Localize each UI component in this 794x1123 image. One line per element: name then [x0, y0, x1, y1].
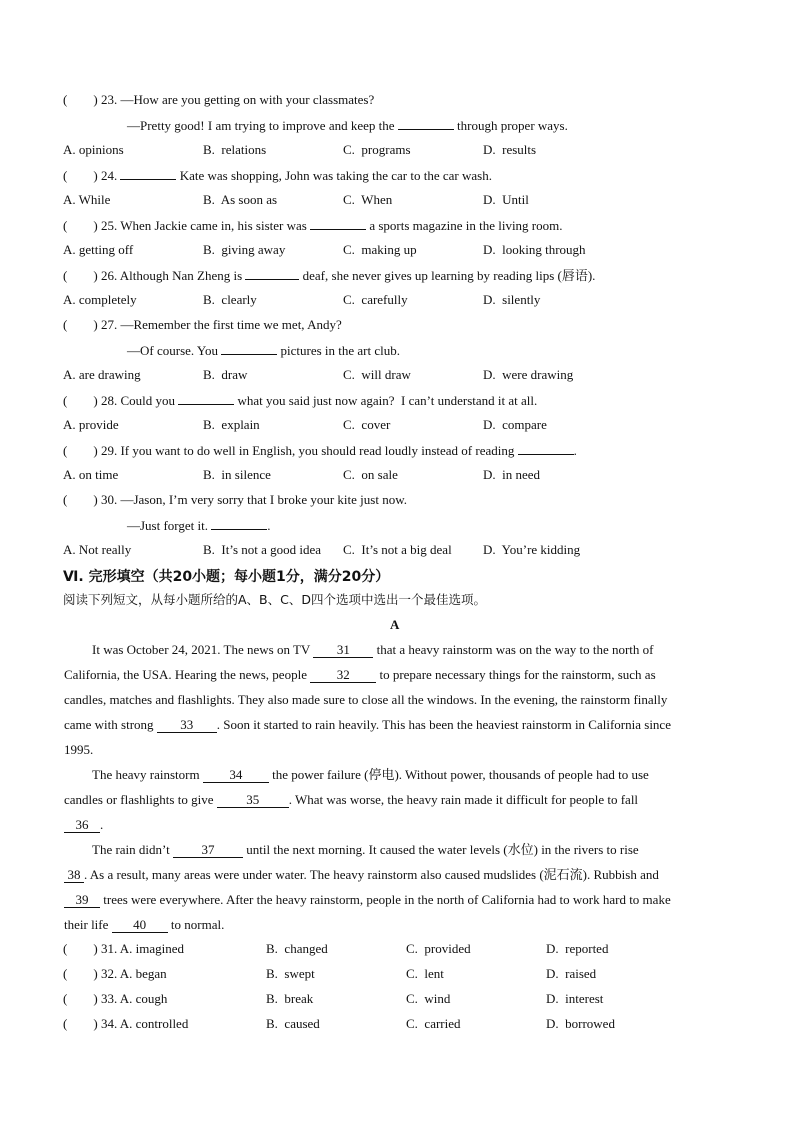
option-d[interactable]: D. interest — [546, 991, 604, 1006]
cloze-question-34: ( ) 34. A. controlled — [63, 1016, 189, 1031]
option-d[interactable]: D. You’re kidding — [483, 542, 581, 557]
option-a[interactable]: A. on time — [63, 467, 119, 482]
option-b[interactable]: B. draw — [203, 367, 248, 382]
option-c[interactable]: C. cover — [343, 417, 391, 432]
option-d[interactable]: D. in need — [483, 467, 541, 482]
option-b[interactable]: B. in silence — [203, 467, 271, 482]
passage-label: A — [390, 617, 400, 632]
option-d[interactable]: D. Until — [483, 192, 529, 207]
answer-blank[interactable] — [120, 167, 176, 180]
cloze-blank-38[interactable]: 38 — [64, 868, 84, 883]
cloze-blank-35[interactable]: 35 — [217, 793, 289, 808]
answer-blank[interactable] — [398, 117, 454, 130]
option-d[interactable]: D. borrowed — [546, 1016, 615, 1031]
option-c[interactable]: C. carried — [406, 1016, 461, 1031]
option-a[interactable]: A. completely — [63, 292, 137, 307]
question-29-stem: ( ) 29. If you want to do well in English, you should read loudly instead of reading . — [63, 443, 577, 458]
question-26-stem: ( ) 26. Although Nan Zheng is deaf, she never gives up learning by reading lips (唇语). — [63, 268, 596, 283]
answer-blank[interactable] — [211, 517, 267, 530]
cloze-blank-33[interactable]: 33 — [157, 718, 217, 733]
option-c[interactable]: C. When — [343, 192, 393, 207]
option-b[interactable]: B. break — [266, 991, 314, 1006]
section-instruction: 阅读下列短文，从每小题所给的A、B、C、D四个选项中选出一个最佳选项。 — [63, 592, 486, 607]
cloze-blank-37[interactable]: 37 — [173, 843, 243, 858]
question-25-stem: ( ) 25. When Jackie came in, his sister was a sports magazine in the living room. — [63, 218, 563, 233]
question-27-stem: ( ) 27. —Remember the first time we met, Andy? — [63, 317, 342, 332]
passage-paragraph-2: The heavy rainstorm 34 the power failure (停电). Without power, thousands of people had to use candles or flashlights to give 35 . What was worse, the heavy rain made it difficult for people to fall 36 . — [64, 767, 649, 832]
answer-blank[interactable] — [310, 217, 366, 230]
option-c[interactable]: C. It’s not a big deal — [343, 542, 452, 557]
passage-paragraph-1: It was October 24, 2021. The news on TV 31 that a heavy rainstorm was on the way to the north of California, the USA. Hearing the news, people 32 to prepare necessary things for the rainstorm, such as candles, matches and flashlights. They also made sure to close all the windows. In the evening, the rainstorm finally came with strong 33 . Soon it started to rain heavily. This has been the heaviest rainstorm in California since 1995. — [64, 642, 671, 757]
option-a[interactable]: A. Not really — [63, 542, 132, 557]
answer-blank[interactable] — [178, 392, 234, 405]
question-23-reply: —Pretty good! I am trying to improve and keep the through proper ways. — [127, 118, 568, 133]
answer-blank[interactable] — [518, 442, 574, 455]
option-c[interactable]: C. making up — [343, 242, 417, 257]
option-d[interactable]: D. were drawing — [483, 367, 574, 382]
cloze-blank-34[interactable]: 34 — [203, 768, 269, 783]
answer-blank[interactable] — [221, 342, 277, 355]
option-b[interactable]: B. It’s not a good idea — [203, 542, 322, 557]
cloze-blank-39[interactable]: 39 — [64, 893, 100, 908]
option-d[interactable]: D. raised — [546, 966, 597, 981]
passage-paragraph-3: The rain didn’t 37 until the next morning. It caused the water levels (水位) in the rivers to rise 38 . As a result, many areas were under water. The heavy rainstorm also caused mudslides (泥石流). Rubbish and 39 trees were everywhere. After the heavy rainstorm, people in the north of California had to work hard to make their life 40 to normal. — [64, 842, 671, 932]
question-30-stem: ( ) 30. —Jason, I’m very sorry that I broke your kite just now. — [63, 492, 407, 507]
cloze-question-32: ( ) 32. A. began — [63, 966, 167, 981]
option-d[interactable]: D. looking through — [483, 242, 586, 257]
question-27-reply: —Of course. You pictures in the art club. — [127, 343, 400, 358]
option-d[interactable]: D. silently — [483, 292, 541, 307]
cloze-blank-36[interactable]: 36 — [64, 818, 100, 833]
option-c[interactable]: C. wind — [406, 991, 451, 1006]
option-b[interactable]: B. caused — [266, 1016, 320, 1031]
option-c[interactable]: C. provided — [406, 941, 471, 956]
option-c[interactable]: C. on sale — [343, 467, 398, 482]
cloze-blank-32[interactable]: 32 — [310, 668, 376, 683]
option-d[interactable]: D. compare — [483, 417, 547, 432]
option-b[interactable]: B. explain — [203, 417, 260, 432]
option-a[interactable]: A. provide — [63, 417, 119, 432]
option-b[interactable]: B. As soon as — [203, 192, 278, 207]
option-b[interactable]: B. changed — [266, 941, 328, 956]
cloze-blank-40[interactable]: 40 — [112, 918, 168, 933]
option-c[interactable]: C. carefully — [343, 292, 408, 307]
option-a[interactable]: A. While — [63, 192, 111, 207]
option-b[interactable]: B. giving away — [203, 242, 286, 257]
option-a[interactable]: A. are drawing — [63, 367, 141, 382]
question-30-reply: —Just forget it. . — [127, 518, 271, 533]
option-d[interactable]: D. reported — [546, 941, 609, 956]
answer-blank[interactable] — [245, 267, 299, 280]
section-title: Ⅵ. 完形填空（共20小题；每小题1分，满分20分） — [63, 569, 390, 585]
cloze-question-33: ( ) 33. A. cough — [63, 991, 168, 1006]
option-b[interactable]: B. swept — [266, 966, 315, 981]
option-b[interactable]: B. relations — [203, 142, 267, 157]
option-a[interactable]: A. opinions — [63, 142, 124, 157]
option-b[interactable]: B. clearly — [203, 292, 257, 307]
option-d[interactable]: D. results — [483, 142, 537, 157]
option-c[interactable]: C. programs — [343, 142, 411, 157]
option-c[interactable]: C. will draw — [343, 367, 411, 382]
option-a[interactable]: A. getting off — [63, 242, 134, 257]
question-23-stem: ( ) 23. —How are you getting on with your classmates? — [63, 92, 375, 107]
cloze-question-31: ( ) 31. A. imagined — [63, 941, 184, 956]
cloze-blank-31[interactable]: 31 — [313, 643, 373, 658]
question-28-stem: ( ) 28. Could you what you said just now again? I can’t understand it at all. — [63, 393, 538, 408]
question-24-stem: ( ) 24. Kate was shopping, John was taking the car to the car wash. — [63, 168, 492, 183]
option-c[interactable]: C. lent — [406, 966, 444, 981]
